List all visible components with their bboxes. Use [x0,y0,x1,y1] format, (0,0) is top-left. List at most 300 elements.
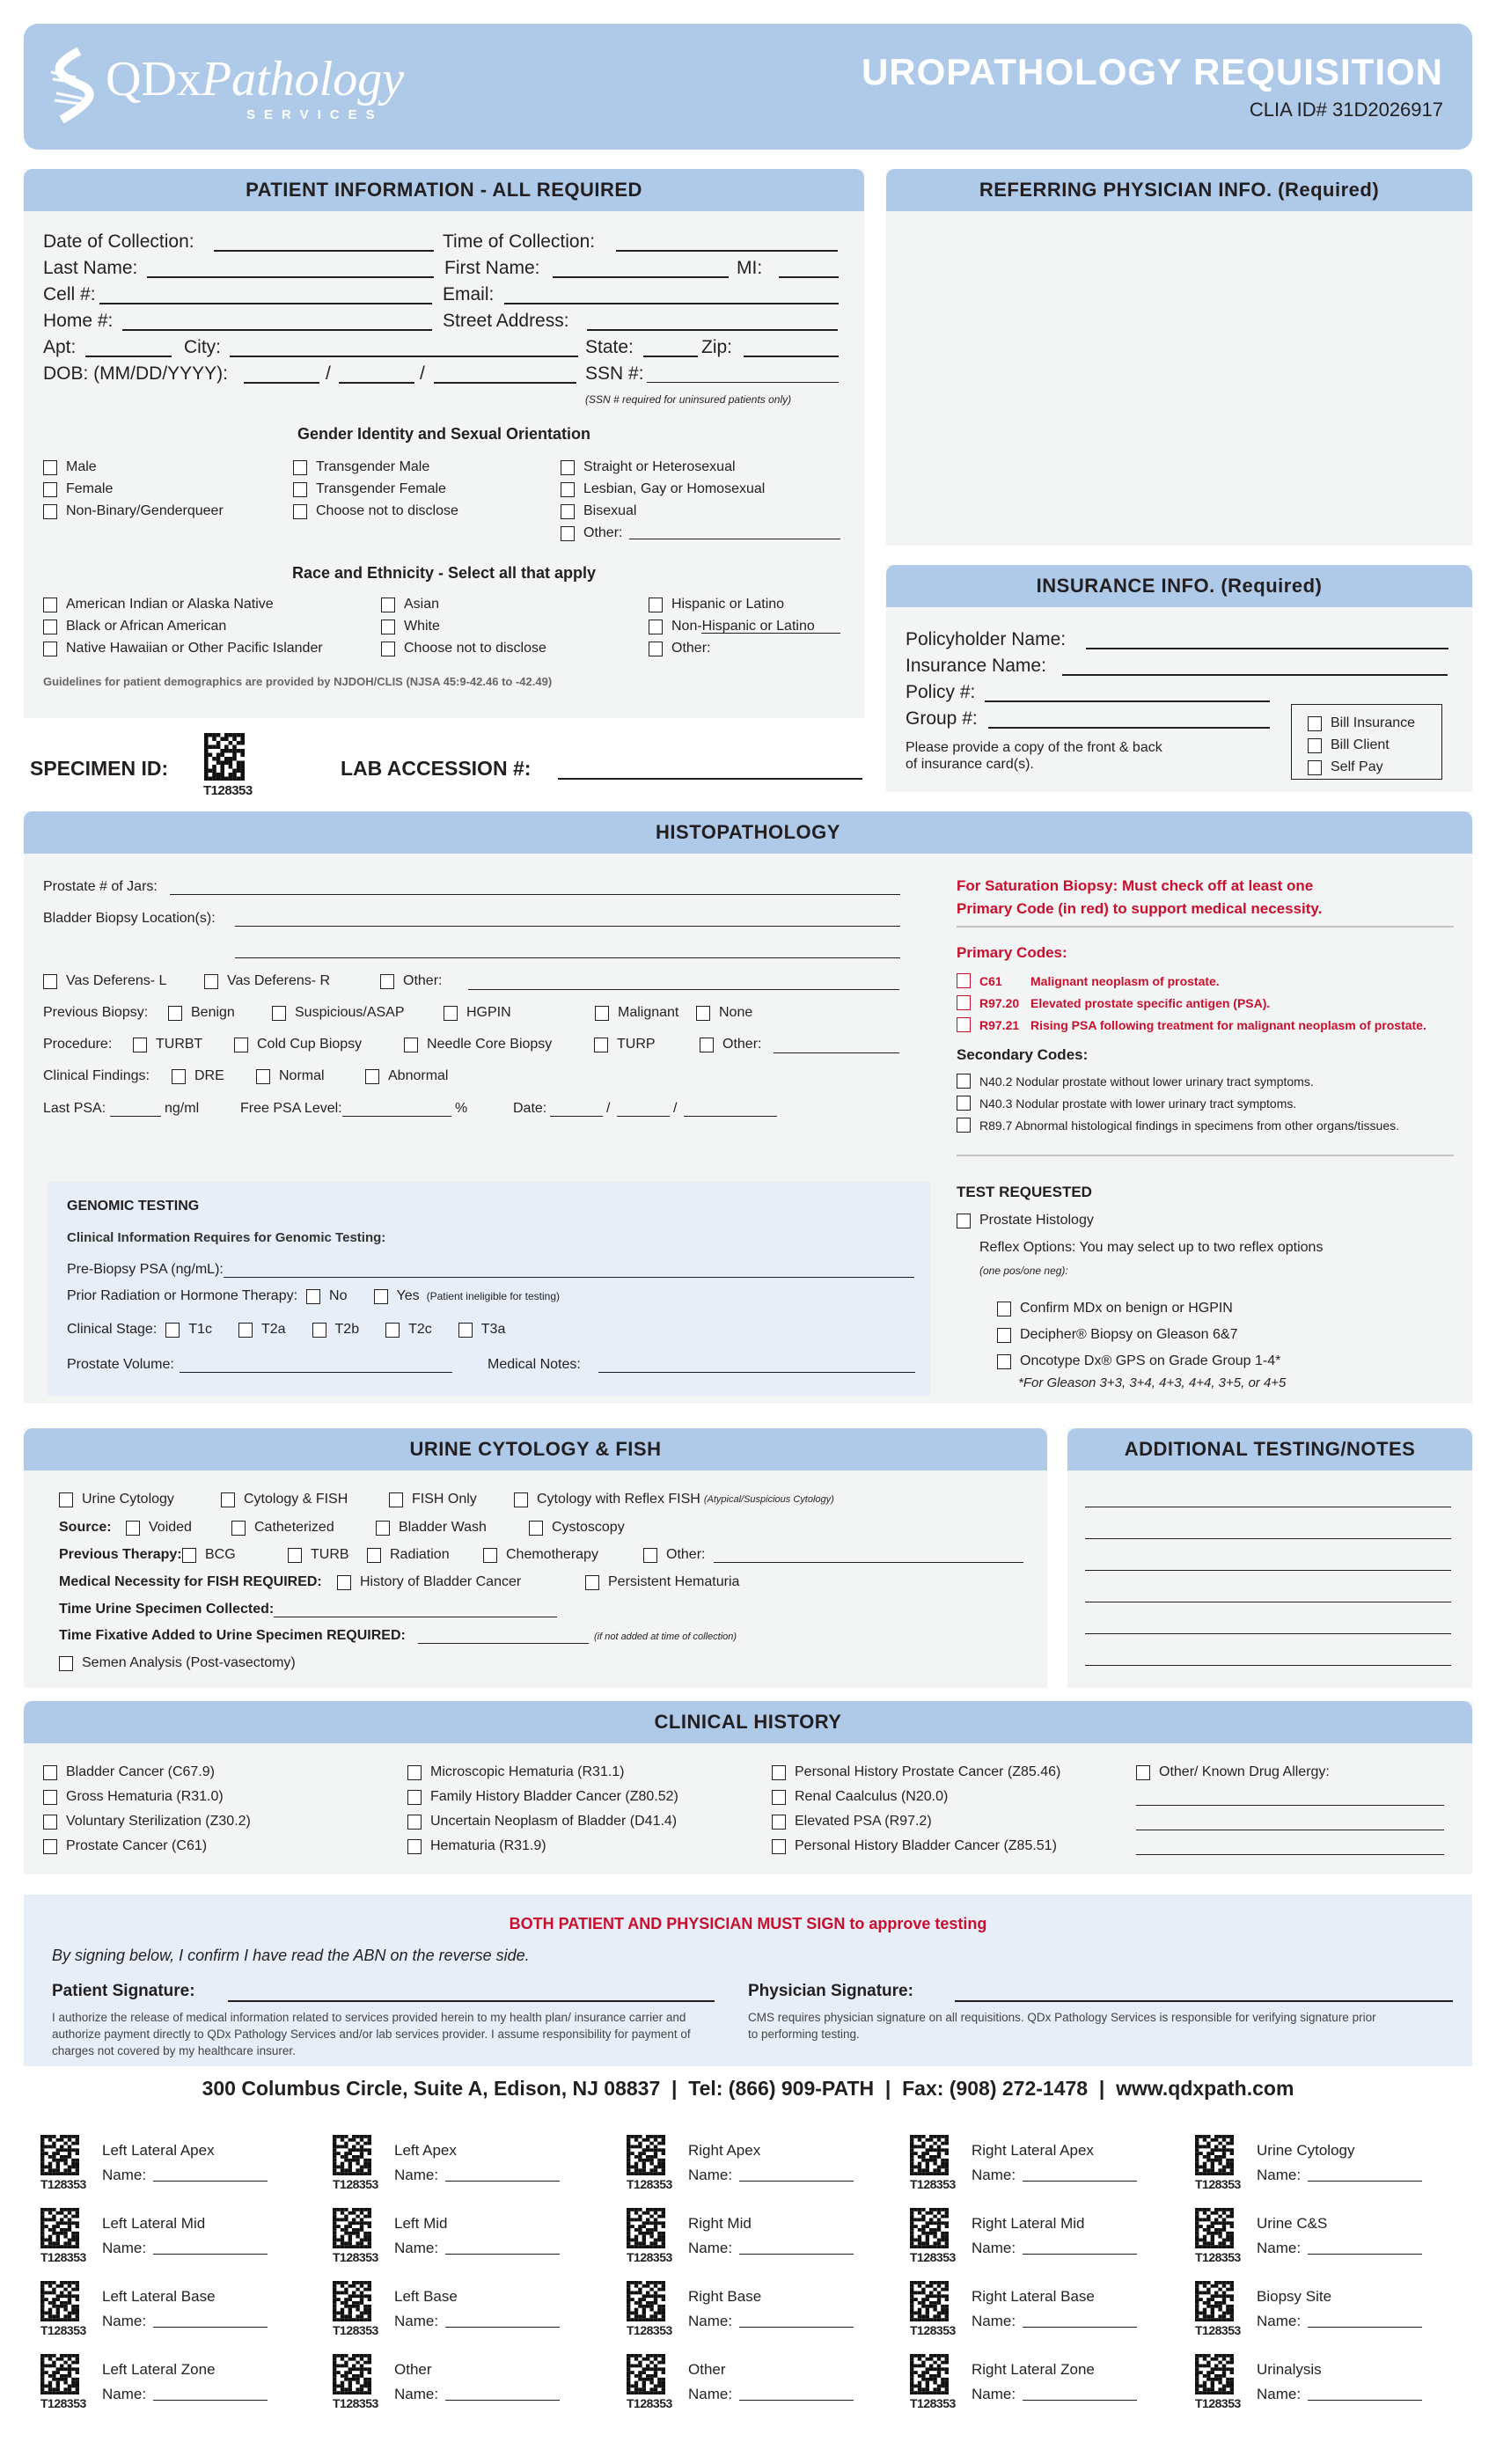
urine-cytology-label: Urine Cytology [82,1492,174,1507]
option-transgender-male [293,459,429,475]
cystoscopy-checkbox[interactable] [529,1521,543,1536]
family-history-bladder-cancer-z80-52-checkbox[interactable] [407,1790,422,1805]
choose-not-to-disclose-checkbox[interactable] [381,642,395,656]
personal-history-prostate-cancer-z85-46-checkbox[interactable] [772,1765,786,1780]
policy-field[interactable] [985,700,1270,702]
voluntary-sterilization-z30-2-checkbox[interactable] [43,1815,57,1830]
patient-info-title: PATIENT INFORMATION - ALL REQUIRED [24,169,864,211]
prebiopsy-psa-field[interactable] [224,1277,914,1278]
cytology-with-reflex-fish-checkbox[interactable] [514,1492,528,1507]
persistent-hematuria-checkbox[interactable] [585,1575,599,1590]
specimen-label-title: Left Lateral Zone [102,2361,216,2378]
specimen-label-name-label: Name: [102,2313,147,2329]
psa-date-month-field[interactable] [550,1116,603,1117]
first-name-field[interactable] [553,276,729,278]
insurance-name-field[interactable] [1062,674,1448,676]
decipher-biopsy-on-gleason-6-7-checkbox[interactable] [997,1328,1011,1343]
r89-7-abnormal-histological-findings-in-specimens-from-other-organs-tissues-checkbox[interactable] [957,1118,971,1133]
prostate-cancer-c61-checkbox[interactable] [43,1839,57,1854]
uncertain-neoplasm-of-bladder-d41-4-checkbox[interactable] [407,1815,422,1830]
saturation-note: Primary Code (in red) to support medical necessity. [957,900,1323,917]
option-turb [288,1547,349,1563]
transgender-male-checkbox[interactable] [293,460,307,475]
radiation-checkbox[interactable] [367,1548,381,1563]
specimen-label-name-label: Name: [102,2386,147,2402]
lab-accession-field[interactable] [558,778,862,780]
catheterized-checkbox[interactable] [231,1521,246,1536]
specimen-label-name-field[interactable] [153,2181,268,2182]
option-bill-insurance [1308,715,1415,731]
oncotype-dx-gps-on-grade-group-1-4-checkbox[interactable] [997,1354,1011,1369]
specimen-label-barcode-id: T128353 [333,2323,378,2337]
primary-code-checkbox[interactable] [957,973,971,988]
native-hawaiian-or-other-pacific-islander-checkbox[interactable] [43,642,57,656]
stage-t2b-checkbox[interactable] [312,1323,326,1338]
normal-label: Normal [279,1068,325,1083]
specimen-barcode-id: T128353 [203,783,253,798]
drug-allergy-checkbox[interactable] [1136,1765,1150,1780]
abnormal-checkbox[interactable] [365,1069,379,1084]
oncotype-dx-gps-on-grade-group-1-4-label: Oncotype Dx® GPS on Grade Group 1-4* [1020,1353,1281,1368]
patient-info-panel [24,169,864,718]
specimen-label-name-field[interactable] [739,2400,854,2401]
logo-main-text: QDx [106,52,202,106]
specimen-label-title: Right Lateral Base [972,2288,1095,2305]
other-checkbox[interactable] [649,642,663,656]
physician-signature-field[interactable] [955,2000,1453,2002]
choose-not-to-disclose-checkbox[interactable] [293,504,307,519]
prostate-histology-label: Prostate Histology [979,1213,1094,1228]
cytology-fish-label: Cytology & FISH [244,1492,348,1507]
option-hispanic-or-latino [649,597,784,612]
gross-hematuria-r31-0-checkbox[interactable] [43,1790,57,1805]
specimen-label-name-field[interactable] [1023,2400,1137,2401]
female-checkbox[interactable] [43,482,57,497]
specimen-label-name-field[interactable] [153,2254,268,2255]
percent-unit: % [455,1101,468,1116]
bisexual-label: Bisexual [583,503,637,518]
drug-allergy-label: Other/ Known Drug Allergy: [1159,1764,1330,1779]
prostate-volume-field[interactable] [180,1372,452,1373]
option-cytology-fish [221,1492,348,1507]
specimen-label-title: Left Lateral Mid [102,2215,206,2232]
specimen-label-barcode-id: T128353 [40,2323,86,2337]
option-hematuria-r31-9 [407,1838,546,1854]
dob-separator: / [326,363,331,384]
specimen-label-barcode-id: T128353 [40,2250,86,2264]
race-other-field[interactable] [701,633,840,634]
option-personal-history-prostate-cancer-z85-46 [772,1764,1060,1780]
suspicious-asap-label: Suspicious/ASAP [295,1005,405,1020]
r89-7-abnormal-histological-findings-in-specimens-from-other-organs-tissues-label: R89.7 Abnormal histological findings in specimens from other organs/tissues. [979,1118,1400,1133]
insurance-card-note: of insurance card(s). [906,757,1034,772]
ssn-field[interactable] [647,382,839,383]
notes-line[interactable] [1085,1538,1451,1539]
option-self-pay [1308,759,1383,775]
primary-code-checkbox[interactable] [957,995,971,1010]
notes-line[interactable] [1085,1570,1451,1571]
bisexual-checkbox[interactable] [561,504,575,519]
white-label: White [404,619,440,634]
specimen-label-name-field[interactable] [1308,2181,1422,2182]
option-history-of-bladder-cancer [337,1574,521,1590]
option-n40-2-nodular-prostate-without-lower-urinary-tract-symptoms [957,1074,1314,1089]
primary-code-checkbox[interactable] [957,1017,971,1032]
additional-notes-panel [1067,1428,1472,1688]
specimen-label-name-field[interactable] [1023,2181,1137,2182]
specimen-label-name-field[interactable] [445,2254,560,2255]
turb-label: TURB [311,1547,349,1562]
option-voided [126,1520,192,1536]
last-name-field[interactable] [147,276,434,278]
confirm-mdx-on-benign-or-hgpin-checkbox[interactable] [997,1302,1011,1316]
specimen-label-barcode [40,2208,79,2248]
stage-t2c-checkbox[interactable] [385,1323,400,1338]
elevated-psa-r97-2-checkbox[interactable] [772,1815,786,1830]
option-native-hawaiian-or-other-pacific-islander [43,641,323,656]
option-benign [168,1005,235,1021]
specimen-label-name-field[interactable] [739,2327,854,2328]
additional-notes-title: ADDITIONAL TESTING/NOTES [1067,1428,1472,1470]
prebiopsy-psa-label: Pre-Biopsy PSA (ng/mL): [67,1262,224,1277]
prostate-cancer-c61-label: Prostate Cancer (C61) [66,1838,208,1853]
dob-month-field[interactable] [244,382,319,384]
voluntary-sterilization-z30-2-label: Voluntary Sterilization (Z30.2) [66,1814,251,1829]
bladder-cancer-c67-9-checkbox[interactable] [43,1765,57,1780]
vas-other-field[interactable] [468,989,899,990]
stage-t3a-checkbox[interactable] [458,1323,473,1338]
specimen-label [627,2135,891,2196]
specimen-label [627,2354,891,2416]
specimen-label-name-field[interactable] [1308,2327,1422,2328]
city-field[interactable] [230,356,578,357]
option-family-history-bladder-cancer-z80-52 [407,1789,678,1805]
option-microscopic-hematuria-r31-1 [407,1764,625,1780]
confirm-mdx-on-benign-or-hgpin-label: Confirm MDx on benign or HGPIN [1020,1301,1233,1316]
american-indian-or-alaska-native-checkbox[interactable] [43,598,57,612]
specimen-label-barcode [40,2354,79,2394]
urine-cytology-panel [24,1428,1047,1688]
physician-cms-text: CMS requires physician signature on all requisitions. QDx Pathology Services is responsible for verifying signature prior to performing testing. [748,2011,1376,2041]
other-label: Other: [403,973,443,988]
dob-day-field[interactable] [339,382,414,384]
needle-core-biopsy-checkbox[interactable] [404,1038,418,1052]
family-history-bladder-cancer-z80-52-label: Family History Bladder Cancer (Z80.52) [430,1789,678,1804]
patient-signature-label: Patient Signature: [52,1982,195,2000]
email-label: Email: [443,284,495,304]
specimen-label-barcode [627,2354,665,2394]
personal-history-bladder-cancer-z85-51-checkbox[interactable] [772,1839,786,1854]
lesbian-gay-or-homosexual-checkbox[interactable] [561,482,575,497]
prostate-histology-option [957,1213,1094,1228]
first-name-label: First Name: [444,258,540,278]
fish-only-checkbox[interactable] [389,1492,403,1507]
reflex-fish-note: (Atypical/Suspicious Cytology) [703,1494,834,1505]
state-field[interactable] [643,356,698,357]
female-label: Female [66,481,114,496]
specimen-label-name-field[interactable] [739,2254,854,2255]
option-turp [594,1037,656,1052]
hgpin-checkbox[interactable] [444,1006,458,1021]
non-binary-genderqueer-label: Non-Binary/Genderqueer [66,503,224,518]
specimen-label-name-field[interactable] [445,2181,560,2182]
home-phone-field[interactable] [122,329,432,331]
other-checkbox[interactable] [380,974,394,989]
specimen-label-name-field[interactable] [153,2327,268,2328]
vas-deferens-l-checkbox[interactable] [43,974,57,989]
n40-2-nodular-prostate-without-lower-urinary-tract-symptoms-label: N40.2 Nodular prostate without lower urinary tract symptoms. [979,1074,1314,1089]
primary-code-option [957,1017,1426,1032]
group-field[interactable] [988,727,1270,729]
specimen-label-barcode-id: T128353 [1195,2250,1241,2264]
referring-physician-panel [886,169,1472,546]
jars-field[interactable] [170,894,900,895]
history-of-bladder-cancer-checkbox[interactable] [337,1575,351,1590]
psa-date-label: Date: [513,1101,547,1116]
date-of-collection-field[interactable] [214,250,434,252]
specimen-label [333,2354,597,2416]
drug-allergy-field[interactable] [1136,1854,1444,1855]
specimen-label-name-label: Name: [688,2386,733,2402]
stage-t1c-label: T1c [188,1322,212,1337]
male-checkbox[interactable] [43,460,57,475]
dob-separator: / [420,363,425,384]
specimen-label-barcode [40,2135,79,2175]
self-pay-label: Self Pay [1331,759,1383,774]
bcg-checkbox[interactable] [182,1548,196,1563]
n40-2-nodular-prostate-without-lower-urinary-tract-symptoms-checkbox[interactable] [957,1074,971,1089]
test-requested-title: TEST REQUESTED [957,1184,1092,1200]
cell-field[interactable] [99,303,432,304]
semen-analysis-post-vasectomy-checkbox[interactable] [59,1656,73,1671]
apt-field[interactable] [85,356,172,357]
bladder-location-field[interactable] [235,926,900,927]
specimen-label-title: Left Base [394,2288,458,2305]
option-radiation [367,1547,450,1563]
other-checkbox[interactable] [643,1548,657,1563]
specimen-label-barcode-id: T128353 [1195,2396,1241,2410]
specimen-label-name-label: Name: [394,2240,439,2256]
psa-date-year-field[interactable] [684,1116,777,1117]
therapy-other-field[interactable] [714,1562,1023,1563]
dna-helix-icon [44,48,100,123]
specimen-label-name-field[interactable] [1023,2254,1137,2255]
logo-subtitle: SERVICES [246,107,384,122]
bill-insurance-label: Bill Insurance [1331,715,1416,730]
bill-insurance-checkbox[interactable] [1308,716,1322,731]
specimen-label-title: Right Lateral Mid [972,2215,1085,2232]
urine-necessity-label-label: Medical Necessity for FISH REQUIRED: [59,1574,322,1589]
urine-cytology-checkbox[interactable] [59,1492,73,1507]
specimen-label-name-field[interactable] [445,2400,560,2401]
specimen-label [1195,2281,1459,2343]
fixative-note: (if not added at time of collection) [594,1632,737,1642]
specimen-label [40,2135,304,2196]
microscopic-hematuria-r31-1-label: Microscopic Hematuria (R31.1) [430,1764,625,1779]
zip-label: Zip: [701,337,733,357]
zip-field[interactable] [744,356,839,357]
voided-checkbox[interactable] [126,1521,140,1536]
turp-checkbox[interactable] [594,1038,608,1052]
renal-caalculus-n20-0-checkbox[interactable] [772,1790,786,1805]
dre-checkbox[interactable] [172,1069,186,1084]
non-hispanic-or-latino-checkbox[interactable] [649,620,663,634]
specimen-label-barcode [910,2208,949,2248]
specimen-label-name-field[interactable] [1308,2400,1422,2401]
vas-deferens-r-checkbox[interactable] [204,974,218,989]
transgender-female-checkbox[interactable] [293,482,307,497]
policyholder-field[interactable] [1086,648,1448,649]
n40-3-nodular-prostate-with-lower-urinary-tract-symptoms-label: N40.3 Nodular prostate with lower urinary tract symptoms. [979,1096,1297,1111]
other-label: Other: [722,1037,762,1052]
billing-options-box [1291,704,1442,780]
suspicious-asap-checkbox[interactable] [272,1006,286,1021]
specimen-label-name-label: Name: [1257,2386,1302,2402]
prior-therapy-no-checkbox[interactable] [306,1289,320,1304]
hematuria-r31-9-label: Hematuria (R31.9) [430,1838,546,1853]
free-psa-label: Free PSA Level: [240,1101,342,1116]
notes-line[interactable] [1085,1633,1451,1634]
black-or-african-american-checkbox[interactable] [43,620,57,634]
option-bladder-cancer-c67-9 [43,1764,215,1780]
specimen-label-title: Right Apex [688,2142,761,2159]
time-of-collection-label: Time of Collection: [443,231,596,252]
mi-field[interactable] [779,276,839,278]
bladder-wash-label: Bladder Wash [399,1520,487,1535]
state-label: State: [585,337,634,357]
email-field[interactable] [504,303,839,304]
specimen-label-title: Urine C&S [1257,2215,1328,2232]
specimen-label [1195,2135,1459,2196]
n40-3-nodular-prostate-with-lower-urinary-tract-symptoms-checkbox[interactable] [957,1096,971,1111]
turb-checkbox[interactable] [288,1548,302,1563]
reflex-options-note: (one pos/one neg): [979,1265,1068,1277]
psa-date-day-field[interactable] [617,1116,670,1117]
specimen-label [1195,2208,1459,2270]
option-n40-3-nodular-prostate-with-lower-urinary-tract-symptoms [957,1096,1296,1111]
specimen-label-barcode-id: T128353 [333,2250,378,2264]
hematuria-r31-9-checkbox[interactable] [407,1839,422,1854]
prior-therapy-yes-checkbox[interactable] [374,1289,388,1304]
voided-label: Voided [149,1520,192,1535]
normal-checkbox[interactable] [256,1069,270,1084]
bladder-location-field-2[interactable] [235,957,900,958]
none-checkbox[interactable] [696,1006,710,1021]
procedure-other-field[interactable] [774,1052,899,1053]
elevated-psa-r97-2-label: Elevated PSA (R97.2) [795,1814,932,1829]
straight-or-heterosexual-checkbox[interactable] [561,460,575,475]
primary-code-description: Elevated prostate specific antigen (PSA). [1030,995,1271,1010]
specimen-label-barcode-id: T128353 [40,2177,86,2191]
last-name-label: Last Name: [43,258,138,278]
option-american-indian-or-alaska-native [43,597,274,612]
self-pay-checkbox[interactable] [1308,760,1322,775]
other-checkbox[interactable] [561,526,575,541]
patient-signature-field[interactable] [228,2000,715,2002]
malignant-label: Malignant [618,1005,679,1020]
dob-year-field[interactable] [434,382,576,384]
street-address-field[interactable] [587,329,838,331]
notes-line[interactable] [1085,1665,1451,1666]
non-hispanic-or-latino-label: Non-Hispanic or Latino [671,619,815,634]
stage-t2a-checkbox[interactable] [238,1323,253,1338]
cold-cup-biopsy-checkbox[interactable] [234,1038,248,1052]
other-checkbox[interactable] [700,1038,714,1052]
specimen-label-name-field[interactable] [1023,2327,1137,2328]
cold-cup-biopsy-label: Cold Cup Biopsy [257,1037,363,1052]
option-renal-caalculus-n20-0 [772,1789,948,1805]
specimen-label-name-label: Name: [972,2313,1016,2329]
stage-t1c-checkbox[interactable] [165,1323,180,1338]
time-fixative-field[interactable] [418,1643,589,1644]
specimen-label [40,2354,304,2416]
primary-codes-title: Primary Codes: [957,944,1067,961]
histopathology-panel [24,811,1472,1404]
specimen-label-barcode [910,2135,949,2175]
specimen-label-barcode [910,2281,949,2321]
physician-signature-label: Physician Signature: [748,1982,913,2000]
white-checkbox[interactable] [381,620,395,634]
bladder-wash-checkbox[interactable] [376,1521,390,1536]
benign-checkbox[interactable] [168,1006,182,1021]
prior-therapy-no-label: No [329,1288,348,1303]
specimen-label-title: Left Lateral Apex [102,2142,215,2159]
specimen-label-name-field[interactable] [1308,2254,1422,2255]
chemotherapy-checkbox[interactable] [483,1548,497,1563]
demographics-guidelines: Guidelines for patient demographics are provided by NJDOH/CLIS (NJSA 45:9-42.46 to -42.49) [43,675,553,688]
secondary-codes-title: Secondary Codes: [957,1046,1089,1063]
free-psa-field[interactable] [342,1116,451,1117]
turbt-checkbox[interactable] [133,1038,147,1052]
lesbian-gay-or-homosexual-label: Lesbian, Gay or Homosexual [583,481,766,496]
specimen-label-name-label: Name: [972,2386,1016,2402]
last-psa-field[interactable] [110,1116,161,1117]
bladder-cancer-c67-9-label: Bladder Cancer (C67.9) [66,1764,215,1779]
specimen-label-name-field[interactable] [445,2327,560,2328]
jars-label: Prostate # of Jars: [43,879,158,894]
option-female [43,481,113,497]
specimen-label-title: Right Mid [688,2215,752,2232]
abn-confirmation: By signing below, I confirm I have read the ABN on the reverse side. [52,1947,530,1964]
persistent-hematuria-label: Persistent Hematuria [608,1574,740,1589]
clinical-history-title: CLINICAL HISTORY [24,1701,1472,1743]
specimen-label-barcode [333,2135,371,2175]
medical-notes-field[interactable] [598,1372,915,1373]
specimen-label-name-label: Name: [972,2167,1016,2183]
option-confirm-mdx-on-benign-or-hgpin [997,1301,1233,1316]
time-of-collection-field[interactable] [616,250,838,252]
drug-allergy-field[interactable] [1136,1805,1444,1806]
specimen-label-name-field[interactable] [153,2400,268,2401]
other-label: Other: [666,1547,706,1562]
black-or-african-american-label: Black or African American [66,619,227,634]
prostate-histology-checkbox[interactable] [957,1214,971,1228]
hispanic-or-latino-checkbox[interactable] [649,598,663,612]
microscopic-hematuria-r31-1-checkbox[interactable] [407,1765,422,1780]
specimen-label-name-field[interactable] [739,2181,854,2182]
option-bisexual [561,503,636,519]
specimen-label-barcode-id: T128353 [1195,2177,1241,2191]
straight-or-heterosexual-label: Straight or Heterosexual [583,459,736,474]
insurance-title: INSURANCE INFO. (Required) [886,565,1472,607]
specimen-label-title: Other [394,2361,432,2378]
cytology-fish-checkbox[interactable] [221,1492,235,1507]
asian-checkbox[interactable] [381,598,395,612]
malignant-checkbox[interactable] [595,1006,609,1021]
non-binary-genderqueer-checkbox[interactable] [43,504,57,519]
bill-client-checkbox[interactable] [1308,738,1322,753]
bill-client-label: Bill Client [1331,737,1390,752]
